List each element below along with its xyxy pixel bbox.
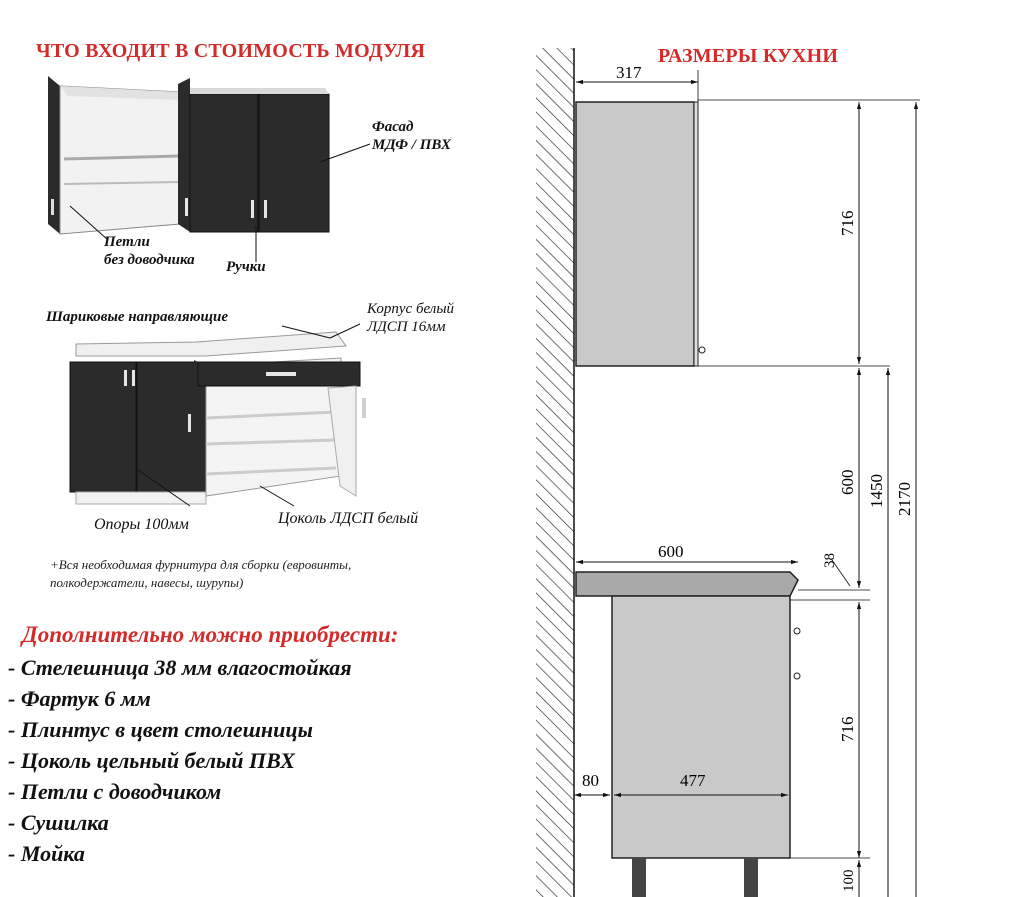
extras-title: Дополнительно можно приобрести:: [22, 622, 399, 647]
extras-list: [8, 652, 352, 869]
wall-hatch: [536, 48, 574, 897]
dim-lower-depth: 477: [680, 771, 706, 790]
lower-cabinet: [612, 596, 790, 858]
dim-lower-height: 716: [838, 716, 857, 742]
left-title: ЧТО ВХОДИТ В СТОИМОСТЬ МОДУЛЯ: [36, 40, 426, 62]
leg-left: [632, 858, 646, 897]
countertop: [576, 572, 798, 596]
dim-upper-height: 716: [838, 210, 857, 236]
dim-mid-total: 1450: [867, 474, 886, 508]
hardware-note: +Вся необходимая фурнитура для сборки (евровинты, полкодержатели, навесы, шурупы): [50, 557, 352, 590]
list-item: - Плинтус в цвет столешницы: [8, 717, 313, 742]
dim-gap: 600: [838, 469, 857, 495]
right-title: РАЗМЕРЫ КУХНИ: [658, 45, 839, 67]
dim-total: 2170: [895, 482, 914, 516]
handles-label: Ручки: [226, 259, 266, 275]
upper-cabinet: [576, 102, 694, 366]
legs-label: Опоры 100мм: [94, 516, 189, 533]
kitchen-dimension-drawing: [520, 40, 1009, 897]
dim-upper-depth: 317: [616, 63, 642, 82]
slides-label: Шариковые направляющие: [46, 309, 229, 325]
list-item: - Сушилка: [8, 810, 109, 835]
dim-counter-depth: 600: [658, 542, 684, 561]
body-label: Корпус белый ЛДСП 16мм: [367, 301, 454, 335]
list-item: - Фартук 6 мм: [8, 686, 151, 711]
dim-legs: 100: [841, 869, 857, 892]
list-item: - Цоколь цельный белый ПВХ: [8, 748, 295, 773]
list-item: - Стелешница 38 мм влагостойкая: [8, 655, 352, 680]
hinges-label: Петли без доводчика: [104, 234, 195, 268]
plinth-label: Цоколь ЛДСП белый: [278, 510, 419, 527]
dim-counter-thickness: 38: [822, 553, 838, 568]
list-item: - Петли с доводчиком: [8, 779, 222, 804]
upper-handle: [699, 347, 705, 353]
leg-right: [744, 858, 758, 897]
facade-label: Фасад МДФ / ПВХ: [372, 119, 452, 153]
list-item: - Мойка: [8, 841, 85, 866]
dim-wall-offset: 80: [582, 771, 599, 790]
